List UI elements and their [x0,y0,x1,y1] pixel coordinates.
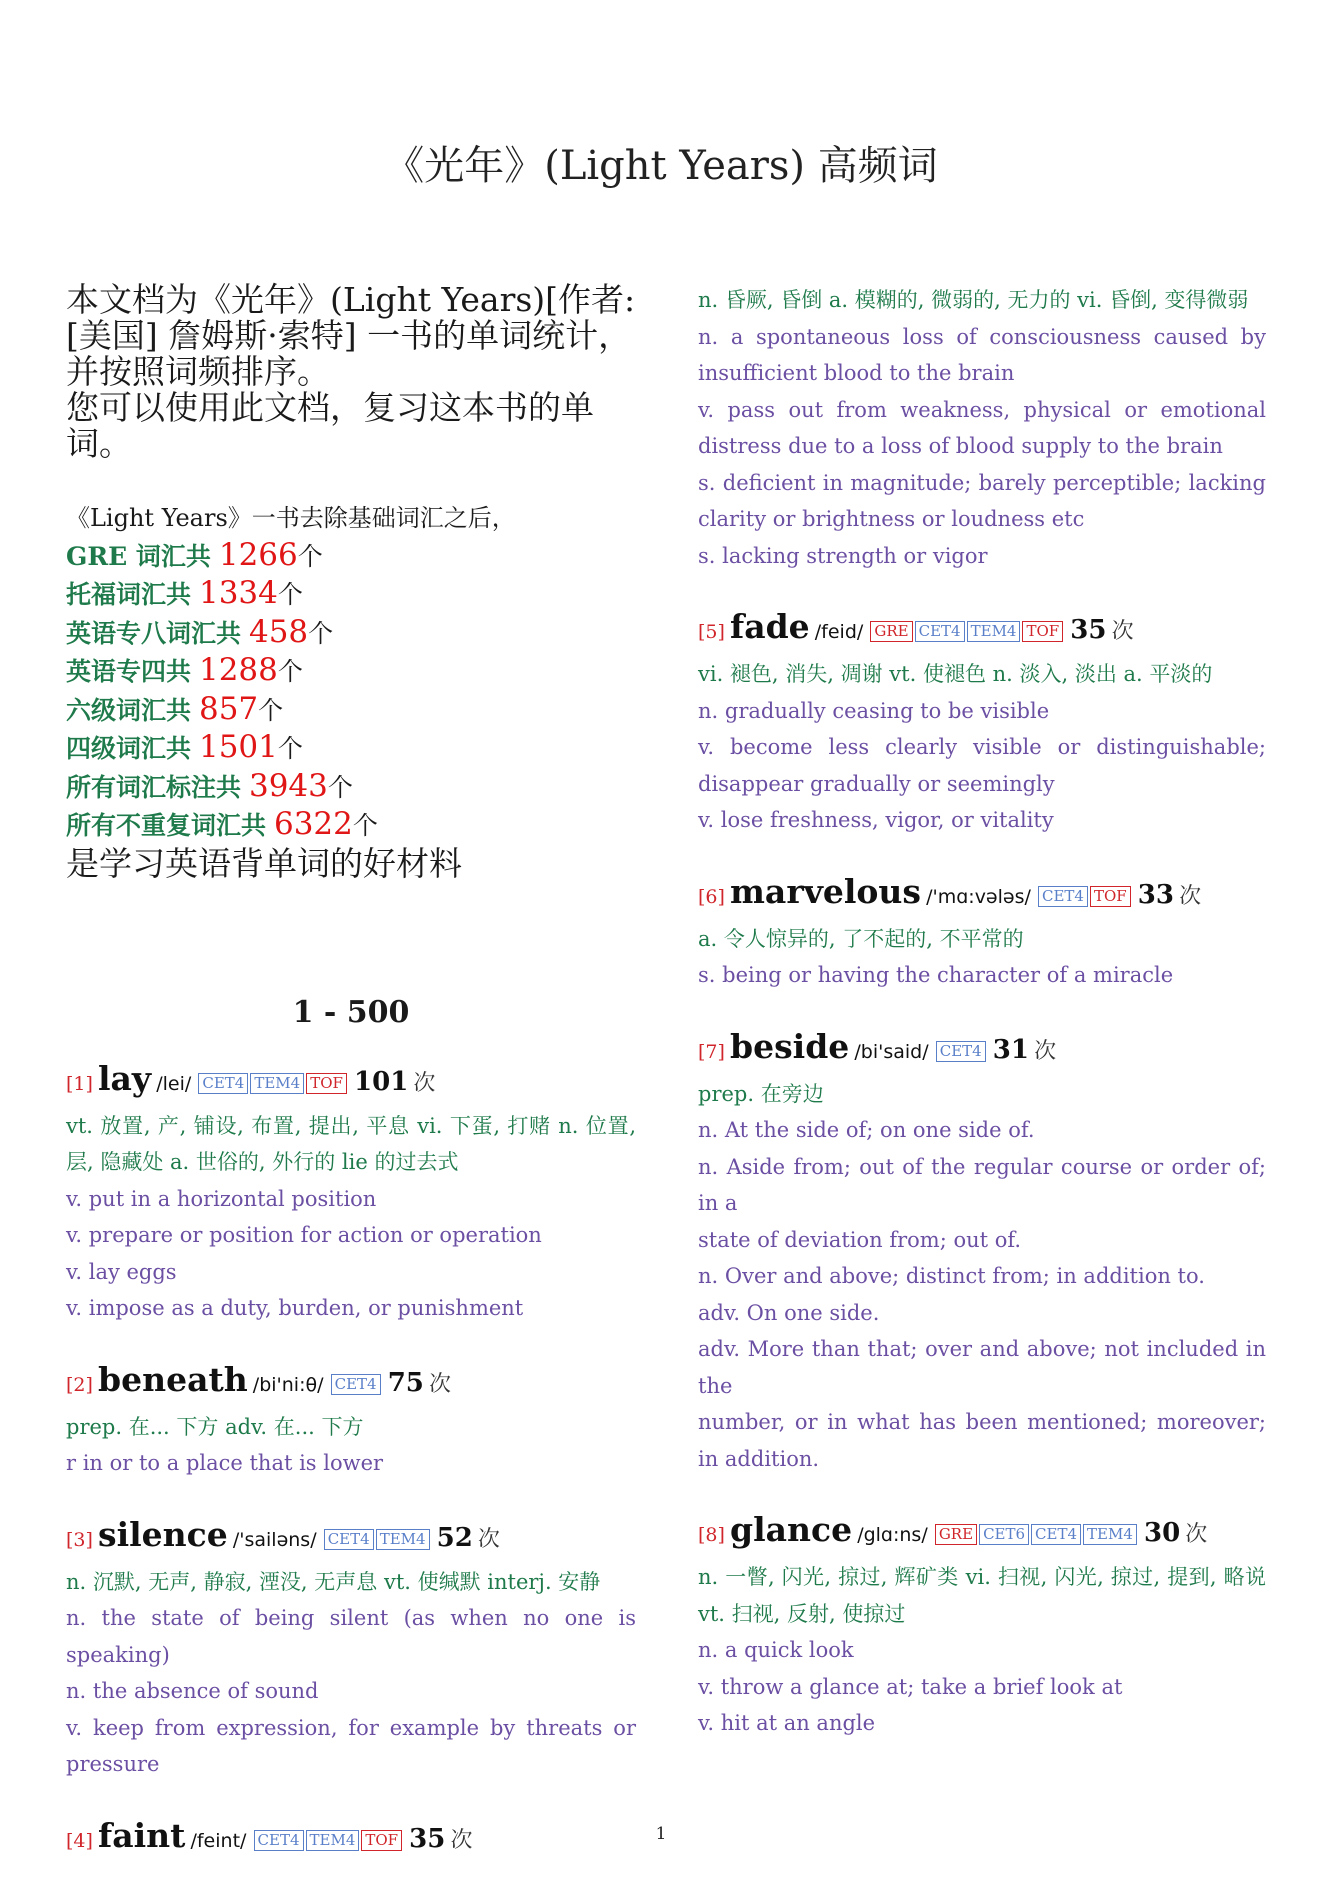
word-entry [66,1512,636,1783]
frequency-unit: 次 [1185,1522,1208,1547]
english-sense: number, or in what has been mentioned; moreover; in addition. [698,1410,1266,1471]
entry-word: marvelous [730,871,921,911]
stat-label: 英语专四共 [66,657,192,686]
exam-tag: TEM4 [376,1529,430,1550]
exam-tag: CET4 [936,1041,986,1062]
english-sense: v. keep from expression, for example by threats or pressure [66,1715,636,1776]
english-sense: v. put in a horizontal position [66,1186,377,1211]
english-sense: n. the absence of sound [66,1679,319,1703]
entry-header [66,1357,636,1409]
entry-index: [7] [698,1040,725,1063]
english-sense: v. hit at an angle [698,1711,876,1735]
vocabulary-stats [66,500,636,883]
frequency-unit: 次 [450,1827,473,1853]
english-sense: n. the state of being silent (as when no one is speaking) [66,1606,636,1667]
entry-phonetic: /'mɑ:vələs/ [926,885,1031,908]
exam-tag: CET6 [979,1524,1029,1545]
english-sense: v. pass out from weakness, physical or emotional distress due to a loss of blood supply to the brain [698,397,1266,458]
word-entry [66,1357,636,1482]
chinese-definition: n. 一瞥, 闪光, 掠过, 辉矿类 vi. 扫视, 闪光, 掠过, 提到, 略说 vt. 扫视, 反射, 使掠过 [698,1565,1266,1626]
entry-index: [5] [698,621,725,643]
english-sense: adv. On one side. [698,1300,880,1325]
english-sense: v. impose as a duty, burden, or punishment [66,1296,524,1320]
entry-word: lay [98,1058,152,1098]
stat-tem4 [66,652,636,691]
frequency-unit: 次 [1111,619,1134,644]
frequency-unit: 次 [1179,883,1202,909]
english-sense: n. At the side of; on one side of. [698,1118,1035,1142]
word-entry-continued [698,282,1266,574]
english-sense: n. Aside from; out of the regular course or order of; in a [698,1154,1266,1215]
stat-gre [66,537,636,576]
intro-line: [美国] 詹姆斯·索特] 一书的单词统计， [66,316,632,355]
stat-all-tagged [66,768,636,807]
entry-phonetic: /bi'said/ [854,1040,929,1063]
stat-label: GRE 词汇共 [66,541,211,571]
entry-index: [4] [66,1829,93,1852]
exam-tag: CET4 [1031,1524,1081,1545]
entry-phonetic: /lei/ [156,1072,192,1095]
intro-line: 您可以使用此文档，复习这本书的单 [66,388,594,427]
entry-word: silence [98,1514,228,1554]
stat-unit: 个 [277,657,303,686]
exam-tag: TOF [1090,886,1131,907]
stat-value: 857 [198,690,259,727]
stat-value: 1501 [198,729,278,765]
intro-paragraph [66,282,636,462]
stat-label: 英语专八词汇共 [66,618,242,648]
entry-phonetic: /'sailəns/ [232,1528,317,1551]
entry-header [66,1512,636,1564]
english-sense: n. a quick look [698,1638,854,1662]
page-number: 1 [655,1824,667,1844]
exam-tag: GRE [935,1524,977,1545]
stat-cet6 [66,691,636,730]
entry-frequency: 35 [1070,615,1107,645]
english-sense: s. lacking strength or vigor [698,543,988,568]
entry-frequency: 30 [1143,1518,1181,1548]
chinese-definition: prep. 在... 下方 adv. 在... 下方 [66,1414,364,1439]
entry-phonetic: /feid/ [814,621,864,643]
exam-tag: CET4 [198,1073,248,1094]
entry-frequency: 52 [436,1522,473,1553]
stat-label: 所有词汇标注共 [66,772,242,802]
entry-phonetic: /bi'ni:θ/ [252,1373,324,1396]
exam-tag: TEM4 [250,1073,304,1094]
entry-index: [8] [698,1524,725,1546]
word-entry [698,604,1266,839]
entry-word: faint [98,1815,186,1855]
stat-unit: 个 [258,695,284,725]
exam-tag: TEM4 [306,1830,360,1851]
intro-line: 并按照词频排序。 [66,352,330,391]
stat-value: 6322 [273,806,353,842]
entry-index: [1] [66,1072,93,1095]
range-heading: 1 - 500 [292,994,410,1030]
exam-tag: TOF [361,1830,402,1851]
entry-frequency: 101 [354,1066,409,1097]
frequency-unit: 次 [477,1526,500,1552]
intro-line: 本文档为《光年》(Light Years)[作者: [66,280,636,319]
exam-tag: GRE [870,621,912,642]
stat-unit: 个 [277,734,303,763]
chinese-definition: n. 昏厥, 昏倒 a. 模糊的, 微弱的, 无力的 vi. 昏倒, 变得微弱 [698,288,1249,312]
stat-all-unique [66,806,636,845]
entry-frequency: 31 [992,1034,1029,1065]
exam-tag: CET4 [915,621,965,642]
stat-unit: 个 [352,811,378,840]
entry-word: beneath [98,1359,248,1399]
english-sense: v. lay eggs [66,1259,177,1284]
page-title: 《光年》(Light Years) 高频词 [384,143,938,189]
stat-label: 四级词汇共 [66,734,192,763]
entry-index: [2] [66,1373,93,1396]
english-sense: v. prepare or position for action or operation [66,1223,542,1247]
entry-word: fade [730,607,810,646]
stat-value: 458 [248,613,309,650]
english-sense: state of deviation from; out of. [698,1227,1022,1252]
exam-tag: CET4 [254,1830,304,1851]
english-sense: n. Over and above; distinct from; in addition to. [698,1264,1205,1288]
entry-header [698,1507,1266,1559]
stat-label: 所有不重复词汇共 [66,811,267,840]
stat-unit: 个 [308,618,334,648]
frequency-unit: 次 [428,1371,451,1397]
intro-line: 词。 [66,424,132,463]
stat-label: 六级词汇共 [66,695,192,725]
stats-tail: 是学习英语背单词的好材料 [66,843,462,883]
entry-index: [3] [66,1528,93,1551]
entry-phonetic: /glɑ:ns/ [857,1524,928,1546]
english-sense: adv. More than that; over and above; not included in the [698,1337,1266,1398]
stat-value: 1288 [198,652,278,688]
chinese-definition: vt. 放置, 产, 铺设, 布置, 提出, 平息 vi. 下蛋, 打赌 n. 位置, 层, 隐藏处 a. 世俗的, 外行的 lie 的过去式 [66,1113,636,1174]
exam-tag: CET4 [331,1374,381,1395]
entry-word: glance [730,1510,853,1549]
entry-header [698,869,1266,921]
entry-phonetic: /feint/ [190,1829,247,1852]
stat-cet4 [66,729,636,768]
stats-heading: 《Light Years》一书去除基础词汇之后， [66,504,516,532]
exam-tag: TEM4 [1083,1524,1137,1545]
stat-label: 托福词汇共 [66,580,192,609]
stat-toefl [66,575,636,614]
english-sense: v. throw a glance at; take a brief look at [698,1674,1123,1699]
english-sense: s. deficient in magnitude; barely perceptible; lacking clarity or brightness or loudness etc [698,470,1266,531]
english-sense: v. become less clearly visible or distinguishable; disappear gradually or seemingly [698,735,1266,796]
english-sense: s. being or having the character of a miracle [698,963,1174,987]
word-entry [66,1056,636,1327]
frequency-unit: 次 [1034,1038,1057,1064]
english-sense: v. lose freshness, vigor, or vitality [698,808,1054,832]
chinese-definition: n. 沉默, 无声, 静寂, 湮没, 无声息 vt. 使缄默 interj. 安静 [66,1569,601,1594]
entry-header [66,1056,636,1108]
english-sense: n. gradually ceasing to be visible [698,698,1050,723]
english-sense: r in or to a place that is lower [66,1451,384,1475]
chinese-definition: a. 令人惊异的, 了不起的, 不平常的 [698,926,1024,951]
chinese-definition: prep. 在旁边 [698,1081,824,1106]
entry-frequency: 75 [387,1367,424,1398]
english-sense: n. a spontaneous loss of consciousness caused by insufficient blood to the brain [698,324,1266,385]
entry-index: [6] [698,885,725,908]
entry-frequency: 33 [1137,879,1174,910]
stat-unit: 个 [297,541,323,571]
left-column [66,282,636,1895]
word-entry [698,1024,1266,1478]
exam-tag: TOF [1022,621,1063,642]
frequency-unit: 次 [413,1070,436,1096]
entry-frequency: 35 [409,1823,446,1854]
stat-unit: 个 [277,580,303,609]
word-entry [698,1507,1266,1742]
stat-unit: 个 [327,772,353,802]
entry-header [698,1024,1266,1076]
stat-value: 3943 [248,767,328,804]
exam-tag: CET4 [1038,886,1088,907]
stat-value: 1266 [218,536,298,573]
entry-header [698,604,1266,656]
right-column [698,282,1266,1772]
entry-word: beside [730,1026,850,1066]
word-entry [698,869,1266,994]
exam-tag: TEM4 [967,621,1021,642]
chinese-definition: vi. 褪色, 消失, 凋谢 vt. 使褪色 n. 淡入, 淡出 a. 平淡的 [698,662,1213,686]
exam-tag: CET4 [324,1529,374,1550]
stat-value: 1334 [198,575,278,611]
exam-tag: TOF [306,1073,347,1094]
stat-tem8 [66,614,636,653]
